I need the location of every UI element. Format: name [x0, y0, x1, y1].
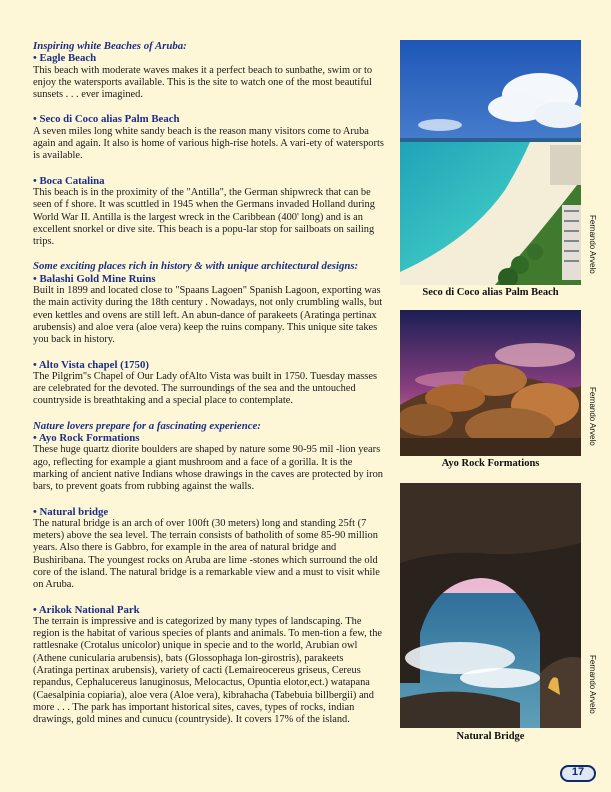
entry-title-boca-catalina: • Boca Catalina [33, 174, 105, 187]
page-number-badge [556, 762, 600, 786]
entry-text-seco-di-coco: A seven miles long white sandy beach is the reason many visitors come to Aruba again and again. It also is home of various high-rise hotels. A vari-ety of watersports is available. [33, 125, 384, 162]
section-title-nature: Nature lovers prepare for a fascinating experience: [33, 419, 261, 432]
photo-credit-2: Fernando Arvelo [588, 387, 597, 446]
entry-title-natural-bridge: • Natural bridge [33, 505, 109, 518]
ayo-rocks-image [400, 310, 581, 456]
caption-palm-beach: Seco di Coco alias Palm Beach [422, 287, 559, 298]
page-number: 17 [571, 766, 585, 778]
section-title-history: Some exciting places rich in history & with unique architectural designs: [33, 260, 359, 273]
photo-ayo-rocks [400, 310, 581, 456]
caption-ayo-rocks: Ayo Rock Formations [441, 458, 540, 469]
photo-credit-3: Fernando Arvelo [588, 655, 597, 714]
entry-title-balashi: • Balashi Gold Mine Ruins [33, 272, 156, 285]
entry-text-boca-catalina: This beach is in the proximity of the "Antilla", the German shipwreck that can be seen of f shore. It was scuttled in 1945 when the Germans invaded Holland during World War II. Antilla is the largest wreck in the Caribbean (400' long) and is an excellent snorkel or dive site. This beach is a popu-lar stop for sailboats on sailing trips. [33, 186, 375, 248]
entry-title-ayo: • Ayo Rock Formations [33, 432, 140, 445]
entry-text-balashi: Built in 1899 and located close to "Spaans Lagoen" Spanish Lagoon, exporting was the main activity during the 18th century . Nowadays, not only crumbling walls, but even kettles and ovens are still left. An abun-dance of parakeets (Aratinga pertinax arubensis) and aloe vera (aloe vera) keep the ruins company. This unique site takes you back in history. [33, 285, 383, 346]
palm-beach-image [400, 40, 581, 285]
entry-text-ayo: These huge quartz diorite boulders are shaped by nature some 90-95 mil -lion years ago, reflecting for example a giant mushroom and a face of a gorilla. It is the marking of ancient native Indians whose drawings in the caves are protected by iron bars, to prevent goats from rubbing against the walls. [33, 444, 383, 493]
entry-title-arikok: • Arikok National Park [33, 603, 140, 616]
entry-text-eagle-beach: This beach with moderate waves makes it a perfect beach to sunbathe, swim or to enjoy the watersports available. This is the site to watch one of the most beautiful sunsets . . . ever imagined. [33, 64, 373, 101]
photo-credit-1: Fernando Arvelo [588, 215, 597, 274]
entry-title-seco-di-coco: • Seco di Coco alias Palm Beach [33, 113, 180, 126]
caption-natural-bridge: Natural Bridge [456, 731, 525, 742]
entry-text-natural-bridge: The natural bridge is an arch of over 100ft (30 meters) long and standing 25ft (7 meters) above the sea level. The terrain consists of batholith of some 85-90 million years. Also there is Gabbro, for example in the area of natural bridge and Bushiribana. The youngest rocks on Aruba are lime -stones which surround the old core of the island. The natural bridge is a remarkable view and a must to visit while on Aruba. [33, 517, 380, 591]
entry-title-alto-vista: • Alto Vista chapel (1750) [33, 358, 149, 371]
entry-title-eagle-beach: • Eagle Beach [33, 52, 97, 65]
section-title-beaches: Inspiring white Beaches of Aruba: [33, 40, 187, 52]
photo-natural-bridge [400, 483, 581, 728]
text-column [33, 40, 385, 727]
entry-text-alto-vista: The Pilgrim"s Chapel of Our Lady ofAlto Vista was built in 1750. Tuesday masses are celebrated for the devoted. The surroundings of the sea and the untouched countryside is breathtaking and a special place to contemplate. [33, 370, 377, 407]
natural-bridge-image [400, 483, 581, 728]
entry-text-arikok: The terrain is impressive and is categorized by many types of landscaping. The region is the habitat of various species of plants and animals. To men-tion a few, the rattlesnake (Crotalus unicolor) unique in specie and to the world, Arubian owl (Athene cunicularia arubensis), bats (Glossophaga lon-girostris), parakeets (Aratinga pertinax arubensis), variety of cacti (Lemaireocereus griseus, Cereus repandus, Cephalucereus lanuginosus, Melocactus, Opuntia elotor,ect.) watapana (Caesalpinia copiaria), aloe vera (Aloe vera), kibrahacha (Tabebuia billbergii) and more . . . The park has important historical sites, caves, types of rocks, indian drawings, gold mines and cunucu (countryside). It covers 17% of the island. [33, 615, 382, 726]
photo-palm-beach [400, 40, 581, 285]
